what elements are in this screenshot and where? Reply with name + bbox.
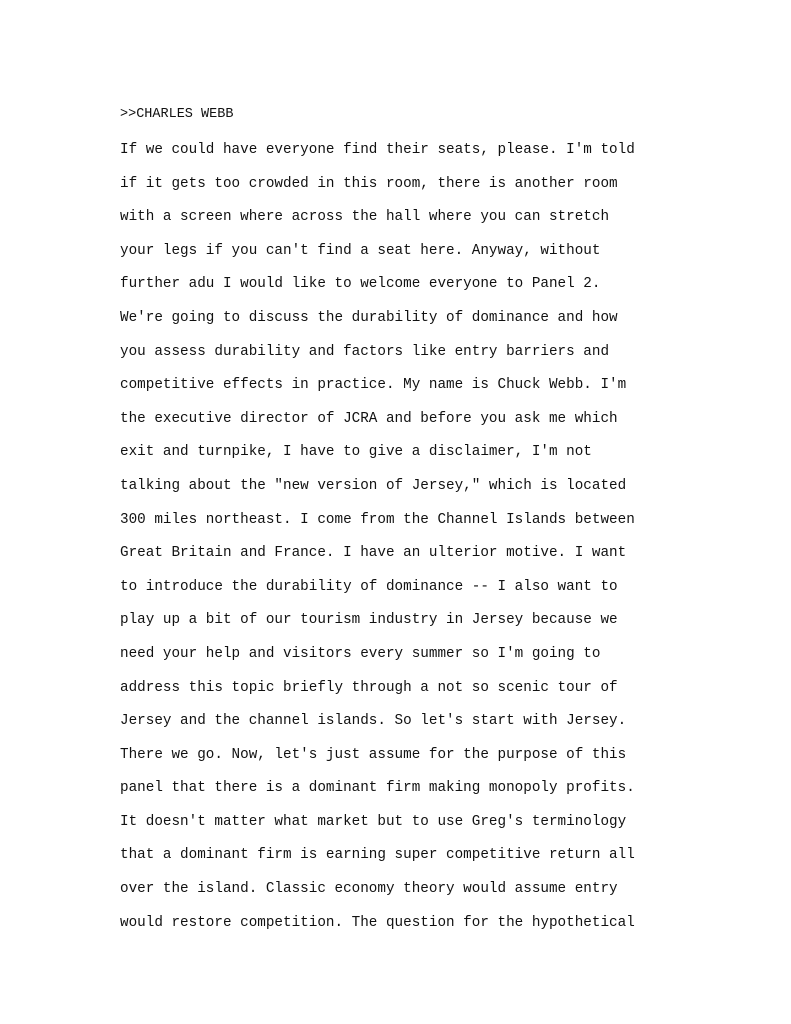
transcript-line: play up a bit of our tourism industry in Jersey because we [120, 612, 618, 629]
transcript-line: address this topic briefly through a not so scenic tour of [120, 679, 618, 696]
transcript-line: If we could have everyone find their seats, please. I'm told [120, 142, 635, 158]
speaker-label: >>CHARLES WEBB [120, 107, 234, 122]
transcript-line: if it gets too crowded in this room, there is another room [120, 175, 618, 192]
transcript-line: that a dominant firm is earning super competitive return all [120, 847, 635, 864]
transcript-line: Great Britain and France. I have an ulterior motive. I want [120, 545, 627, 562]
transcript-line: panel that there is a dominant firm making monopoly profits. [120, 780, 635, 797]
transcript-line: exit and turnpike, I have to give a disclaimer, I'm not [120, 444, 592, 461]
transcript-line: 300 miles northeast. I come from the Channel Islands between [120, 511, 635, 528]
transcript-line: with a screen where across the hall where you can stretch [120, 209, 610, 226]
transcript-line: over the island. Classic economy theory would assume entry [120, 881, 618, 898]
transcript-line: Jersey and the channel islands. So let's start with Jersey. [120, 713, 627, 730]
transcript-line: competitive effects in practice. My name is Chuck Webb. I'm [120, 377, 627, 394]
transcript-line: your legs if you can't find a seat here. Anyway, without [120, 242, 601, 259]
transcript-line: the executive director of JCRA and before you ask me which [120, 410, 618, 427]
transcript-line: We're going to discuss the durability of dominance and how [120, 309, 618, 326]
transcript-line: to introduce the durability of dominance -- I also want to [120, 578, 618, 595]
transcript-line: need your help and visitors every summer so I'm going to [120, 645, 601, 662]
transcript-line: further adu I would like to welcome everyone to Panel 2. [120, 276, 601, 293]
transcript-line: would restore competition. The question for the hypothetical [120, 914, 635, 931]
transcript-line: It doesn't matter what market but to use Greg's terminology [120, 813, 627, 830]
transcript-body [120, 140, 700, 946]
transcript-line: you assess durability and factors like entry barriers and [120, 343, 610, 360]
transcript-line: There we go. Now, let's just assume for the purpose of this [120, 746, 627, 763]
transcript-line: talking about the "new version of Jersey," which is located [120, 477, 627, 494]
